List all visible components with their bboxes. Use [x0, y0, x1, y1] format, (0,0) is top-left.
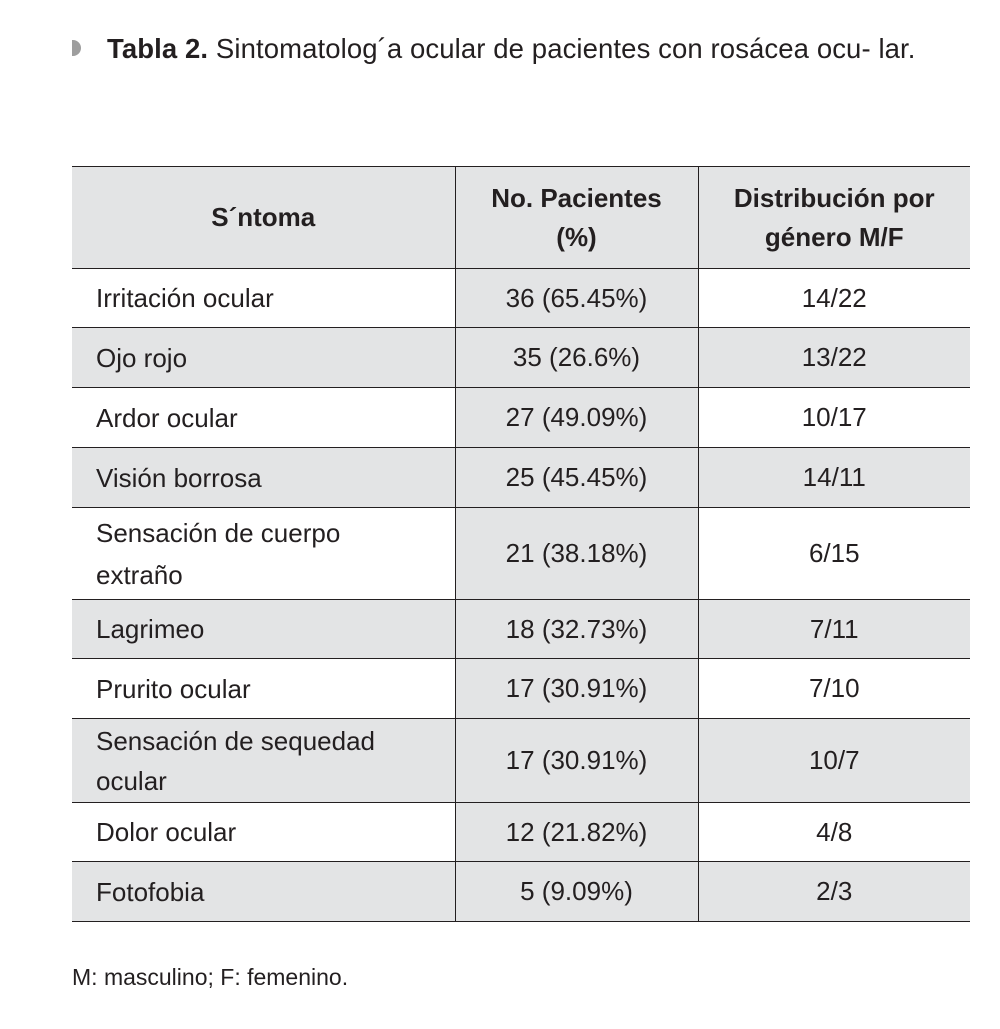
- table-row: [72, 328, 970, 388]
- caption-label: Tabla 2.: [107, 33, 209, 64]
- cell-distribution: 14/22: [698, 269, 970, 328]
- table-row: [72, 600, 970, 659]
- cell-patients: 5 (9.09%): [455, 862, 698, 922]
- cell-symptom: Prurito ocular: [72, 659, 455, 719]
- table-row: [72, 803, 970, 862]
- cell-patients: 17 (30.91%): [455, 659, 698, 719]
- cell-distribution: 13/22: [698, 328, 970, 388]
- table-caption: [72, 26, 972, 72]
- cell-patients: 12 (21.82%): [455, 803, 698, 862]
- cell-patients: 21 (38.18%): [455, 508, 698, 600]
- header-distribution: Distribución por género M/F: [698, 167, 970, 269]
- cell-distribution: 6/15: [698, 508, 970, 600]
- cell-symptom: Visión borrosa: [72, 448, 455, 508]
- cell-patients: 25 (45.45%): [455, 448, 698, 508]
- cell-symptom: Fotofobia: [72, 862, 455, 922]
- caption-text: Sintomatolog´a ocular de pacientes con rosácea ocu- lar.: [215, 33, 916, 64]
- cell-distribution: 10/7: [698, 719, 970, 803]
- table-row: [72, 862, 970, 922]
- cell-symptom: Sensación de sequedad ocular: [72, 719, 455, 803]
- cell-patients: 35 (26.6%): [455, 328, 698, 388]
- cell-symptom: Sensación de cuerpo extraño: [72, 508, 455, 600]
- cell-distribution: 2/3: [698, 862, 970, 922]
- cell-distribution: 7/11: [698, 600, 970, 659]
- table-header-row: [72, 167, 970, 269]
- cell-patients: 18 (32.73%): [455, 600, 698, 659]
- cell-symptom: Lagrimeo: [72, 600, 455, 659]
- cell-patients: 36 (65.45%): [455, 269, 698, 328]
- cell-distribution: 4/8: [698, 803, 970, 862]
- table-row: [72, 719, 970, 803]
- table-row: [72, 659, 970, 719]
- symptoms-table: [72, 166, 970, 922]
- table-row: [72, 388, 970, 448]
- cell-distribution: 10/17: [698, 388, 970, 448]
- table-row: [72, 448, 970, 508]
- cell-distribution: 14/11: [698, 448, 970, 508]
- table-row: [72, 508, 970, 600]
- cell-patients: 27 (49.09%): [455, 388, 698, 448]
- cell-symptom: Dolor ocular: [72, 803, 455, 862]
- cell-symptom: Ardor ocular: [72, 388, 455, 448]
- cell-patients: 17 (30.91%): [455, 719, 698, 803]
- header-symptom: S´ntoma: [72, 167, 455, 269]
- table-footnote: M: masculino; F: femenino.: [72, 964, 349, 990]
- table-row: [72, 269, 970, 328]
- cell-distribution: 7/10: [698, 659, 970, 719]
- cell-symptom: Ojo rojo: [72, 328, 455, 388]
- cell-symptom: Irritación ocular: [72, 269, 455, 328]
- header-patients: No. Pacientes (%): [455, 167, 698, 269]
- caption-bullet-icon: [72, 40, 81, 56]
